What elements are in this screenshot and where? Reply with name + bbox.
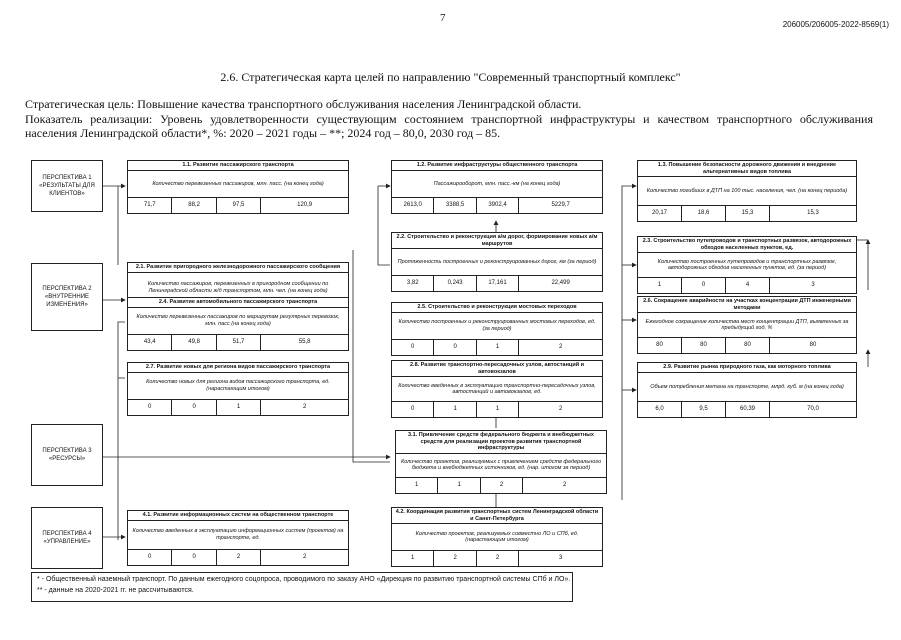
value-cell: 0 [128, 400, 172, 415]
goal-box-1-3 [637, 160, 857, 222]
value-cell: 2 [434, 551, 476, 566]
value-cell: 3388,5 [434, 198, 476, 213]
goal-values [128, 198, 348, 213]
value-cell: 2613,0 [392, 198, 434, 213]
goal-indicator-text: Протяженность построенных и реконструированных дорог, км (за период) [392, 249, 602, 276]
goal-indicator-text: Объем потребления метана на транспорте, млрд. куб. м (на конец года) [638, 373, 856, 403]
value-cell: 15,3 [726, 206, 770, 221]
goal-indicator-text: Ежегодное сокращение количества мест концентрации ДТП, выявленных за предыдущий год, % [638, 313, 856, 338]
section-heading: 2.6. Стратегическая карта целей по направлению "Современный транспортный комплекс" [220, 70, 681, 84]
value-cell: 2 [217, 550, 261, 565]
footnote-1: * - Общественный наземный транспорт. По данным ежегодного соцопроса, проводимого по заказу АНО «Дирекция по развитию транспортной системы СПб и ЛО». [37, 576, 571, 583]
goal-values [638, 402, 856, 417]
value-cell: 120,9 [297, 202, 313, 208]
value-cell: 88,2 [172, 198, 216, 213]
goal-title: 2.8. Развитие транспортно-пересадочных узлов, автостанций и автовокзалов [392, 361, 602, 377]
goal-indicator-text: Пассажирооборот, млн. пасс.-км (на конец года) [392, 171, 602, 199]
goal-values [128, 335, 348, 350]
goal-box-2-9 [637, 362, 857, 418]
value-cell: 70,0 [807, 406, 819, 412]
goal-title: 2.3. Строительство путепроводов и транспортных развязок, автодорожных обходов населенных пунктов, ед. [638, 237, 856, 253]
goal-values [638, 338, 856, 353]
goal-title: 2.4. Развитие автомобильного пассажирского транспорта [128, 298, 348, 308]
goal-box-2-2 [391, 232, 603, 292]
value-cell: 3902,4 [477, 198, 519, 213]
value-cell: 97,5 [217, 198, 261, 213]
goal-indicator-text: Количество пассажиров, перевезенных в пригородном сообщении по Ленинградской области ж/д транспортом, млн. чел. (на конец года) [128, 273, 348, 305]
value-cell: 0 [392, 340, 434, 355]
perspective-3-label: ПЕРСПЕКТИВА 3 «РЕСУРСЫ» [31, 424, 103, 486]
value-cell: 22,499 [551, 280, 570, 286]
goal-box-2-5 [391, 302, 603, 356]
value-cell: 3 [811, 282, 815, 288]
goal-title: 1.3. Повышение безопасности дорожного движения и внедрение альтернативных видов топлива [638, 161, 856, 177]
value-cell: 1 [434, 402, 476, 417]
goal-indicator-text: Количество погибших в ДТП на 100 тыс. населения, чел. (на конец периода) [638, 177, 856, 206]
goal-title: 4.1. Развитие информационных систем на общественном транспорте [128, 511, 348, 521]
goal-values [638, 206, 856, 221]
goal-title: 2.7. Развитие новых для региона видов пассажирского транспорта [128, 363, 348, 373]
value-cell: 15,3 [807, 210, 819, 216]
goal-indicator-text: Количество введенных в эксплуатацию информационных систем (проектов) на транспорте, ед. [128, 521, 348, 551]
goal-values [638, 278, 856, 293]
goal-title: 1.1. Развитие пассажирского транспорта [128, 161, 348, 171]
value-cell: 9,5 [682, 402, 726, 417]
goal-title: 2.1. Развитие пригородного железнодорожного пассажирского сообщения [128, 263, 348, 273]
goal-box-3-1 [395, 430, 607, 494]
value-cell: 2 [302, 404, 307, 410]
goal-indicator-text: Количество перевезенных пассажиров, млн. пасс. (на конец года) [128, 171, 348, 199]
goal-values [392, 198, 602, 213]
value-cell: 2 [477, 551, 519, 566]
value-cell: 0 [172, 550, 216, 565]
goal-indicator: Показатель реализации: Уровень удовлетворенности существующим состоянием транспортной инфраструктуры и качеством транспортного обслуживания населения Ленинградской области*, %: 2020 – 2021 годы – **; 2024 год – 80,0, 2030 год – 85. [25, 112, 873, 140]
value-cell: 2 [562, 482, 567, 488]
goal-box-1-2 [391, 160, 603, 214]
value-cell: 0 [682, 278, 726, 293]
goal-title: 4.2. Координация развития транспортных систем Ленинградской области и Санкт-Петербурга [392, 508, 602, 524]
value-cell: 6,0 [638, 402, 682, 417]
value-cell: 1 [477, 402, 519, 417]
value-cell: 20,17 [638, 206, 682, 221]
goal-values [128, 550, 348, 565]
value-cell: 1 [217, 400, 261, 415]
value-cell: 55,8 [298, 339, 311, 345]
goal-indicator-text: Количество перевезенных пассажиров по маршрутам регулярных перевозок, млн. пасс (на конец года) [128, 308, 348, 336]
goal-title: 2.9. Развитие рынка природного газа, как моторного топлива [638, 363, 856, 373]
value-cell: 17,161 [477, 276, 519, 291]
goal-values [392, 276, 602, 291]
goal-title: 3.1. Привлечение средств федерального бюджета и внебюджетных средств для реализации проектов развития транспортной инфраструктуры [396, 431, 606, 454]
value-cell: 2 [558, 344, 563, 350]
footnote-2: ** - данные на 2020-2021 гг. не рассчитываются. [37, 587, 194, 594]
goal-box-4-2 [391, 507, 603, 567]
value-cell: 71,7 [128, 198, 172, 213]
value-cell: 80 [682, 338, 726, 353]
value-cell: 0 [392, 402, 434, 417]
value-cell: 4 [726, 278, 770, 293]
goal-title: 2.6. Сокращение аварийности на участках концентрации ДТП инженерными методами [638, 297, 856, 313]
value-cell: 80 [638, 338, 682, 353]
goal-box-2-4 [127, 297, 349, 351]
value-cell: 49,8 [172, 335, 216, 350]
value-cell: 2 [302, 554, 307, 560]
value-cell: 80 [726, 338, 770, 353]
value-cell: 3 [558, 555, 563, 561]
value-cell: 0 [172, 400, 216, 415]
goal-box-2-3 [637, 236, 857, 294]
document-id: 206005/206005-2022-8569(1) [782, 20, 889, 29]
goal-indicator-text: Количество проектов, реализуемых совместно ЛО и СПб, ед.(нарастающим итогом) [392, 524, 602, 551]
goal-box-2-6 [637, 296, 857, 354]
value-cell: 1 [392, 551, 434, 566]
value-cell: 43,4 [128, 335, 172, 350]
value-cell: 5229,7 [551, 202, 570, 208]
perspective-1-label: ПЕРСПЕКТИВА 1 «РЕЗУЛЬТАТЫ ДЛЯ КЛИЕНТОВ» [31, 160, 103, 212]
goal-indicator-text: Количество построенных и реконструированных мостовых переходов, ед. (за период) [392, 313, 602, 341]
goal-values [128, 400, 348, 415]
perspective-2-label: ПЕРСПЕКТИВА 2 «ВНУТРЕННИЕ ИЗМЕНЕНИЯ» [31, 263, 103, 331]
value-cell: 0 [128, 550, 172, 565]
goal-values [392, 402, 602, 417]
goal-box-2-8 [391, 360, 603, 418]
value-cell: 1 [438, 478, 480, 493]
value-cell: 1 [396, 478, 438, 493]
value-cell: 1 [477, 340, 519, 355]
strategic-goal: Стратегическая цель: Повышение качества транспортного обслуживания населения Ленинградской области. [25, 97, 582, 111]
value-cell: 3,82 [392, 276, 434, 291]
goal-box-1-1 [127, 160, 349, 214]
goal-values [396, 478, 606, 493]
value-cell: 2 [481, 478, 523, 493]
goal-title: 2.5. Строительство и реконструкция мостовых переходов [392, 303, 602, 313]
value-cell: 51,7 [217, 335, 261, 350]
value-cell: 60,39 [726, 402, 770, 417]
goal-box-2-7 [127, 362, 349, 416]
value-cell: 18,6 [682, 206, 726, 221]
goal-indicator-text: Количество введенных в эксплуатацию транспортно-пересадочных узлов, автостанций и автовокзалов, ед. [392, 377, 602, 402]
goal-indicator-text: Количество построенных путепроводов и транспортных развязок, автодорожных обходов населенных пунктов, ед. (за период) [638, 253, 856, 278]
value-cell: 1 [638, 278, 682, 293]
goal-indicator-text: Количество новых для региона видов пассажирского транспорта, ед. (нарастающим итогом) [128, 373, 348, 401]
page-number: 7 [440, 12, 446, 24]
goal-title: 2.2. Строительство и реконструкция а/м дорог, формирование новых а/м маршрутов [392, 233, 602, 249]
goal-title: 1.2. Развитие инфраструктуры общественного транспорта [392, 161, 602, 171]
value-cell: 2 [558, 406, 563, 412]
value-cell: 0,243 [434, 276, 476, 291]
goal-indicator-text: Количество проектов, реализуемых с привлечением средств федерального бюджета и внебюджетных источников, ед. (нар. итогом за период) [396, 454, 606, 479]
value-cell: 80 [809, 342, 817, 348]
perspective-4-label: ПЕРСПЕКТИВА 4 «УПРАВЛЕНИЕ» [31, 507, 103, 569]
goal-values [392, 551, 602, 566]
goal-box-4-1 [127, 510, 349, 566]
value-cell: 0 [434, 340, 476, 355]
goal-values [392, 340, 602, 355]
